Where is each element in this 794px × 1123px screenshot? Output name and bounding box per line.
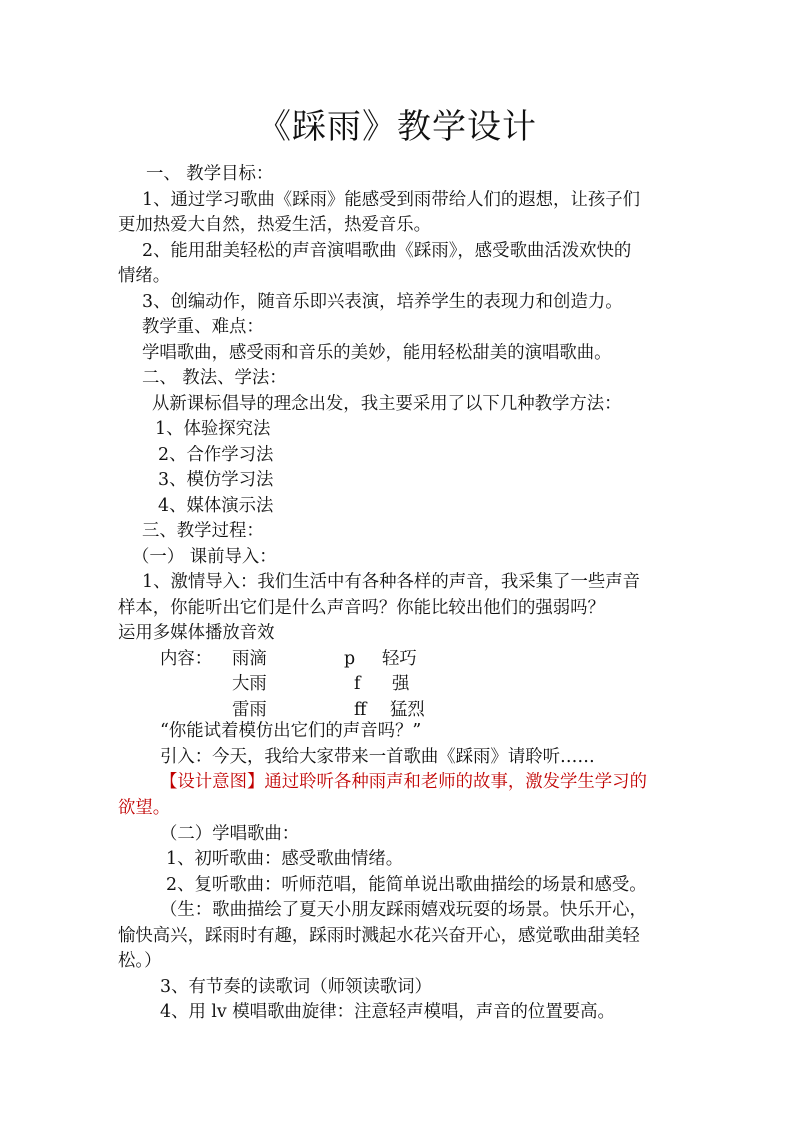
part2-heading: （二）学唱歌曲： (160, 824, 300, 844)
method-item: 3、模仿学习法 (158, 470, 274, 490)
method-item: 1、体验探究法 (155, 419, 271, 439)
step-item: 2、复听歌曲：听师范唱，能简单说出歌曲描绘的场景和感受。 (166, 875, 647, 895)
keypoints-heading: 教学重、难点： (142, 317, 264, 337)
sound-dynamic-mark: p (344, 649, 356, 669)
page-title: 《踩雨》教学设计 (257, 107, 537, 147)
step-item: 4、用 lv 模唱歌曲旋律：注意轻声模唱，声音的位置要高。 (160, 1002, 615, 1022)
part1-heading: （一） 课前导入： (132, 547, 277, 567)
part1-line2: 样本，你能听出它们是什么声音吗？你能比较出他们的强弱吗？ (118, 598, 605, 618)
sound-description: 轻巧 (382, 649, 417, 669)
design-intent-text: 通过聆听各种雨声和老师的故事，激发学生学习的 (264, 772, 647, 792)
design-intent-label: 【设计意图】 (160, 772, 265, 792)
goal3: 3、创编动作，随音乐即兴表演，培养学生的表现力和创造力。 (142, 292, 623, 312)
part1-line1: 1、激情导入：我们生活中有各种各样的声音，我采集了一些声音 (142, 572, 641, 592)
goal1-line1: 1、通过学习歌曲《踩雨》能感受到雨带给人们的遐想，让孩子们 (142, 190, 641, 210)
method-item: 4、媒体演示法 (158, 496, 274, 516)
section2-intro: 从新课标倡导的理念出发，我主要采用了以下几种教学方法： (152, 394, 622, 414)
sound-description: 猛烈 (390, 700, 425, 720)
goal2-line1: 2、能用甜美轻松的声音演唱歌曲《踩雨》，感受歌曲活泼欢快的 (142, 241, 632, 261)
sound-description: 强 (392, 674, 410, 694)
method-item: 2、合作学习法 (158, 445, 274, 465)
lead-in: 引入：今天，我给大家带来一首歌曲《踩雨》请聆听…… (160, 747, 595, 767)
section2-heading: 二、 教法、学法： (142, 368, 287, 388)
student-answer-line3: 松。） (118, 951, 162, 971)
section3-heading: 三、教学过程： (142, 521, 264, 541)
sound-name: 雷雨 (232, 700, 267, 720)
sound-dynamic-mark: ff (354, 700, 367, 720)
keypoints-text: 学唱歌曲，感受雨和音乐的美妙，能用轻松甜美的演唱歌曲。 (142, 343, 612, 363)
sound-name: 大雨 (232, 674, 267, 694)
goal2-line2: 情绪。 (118, 266, 171, 286)
design-intent-line2: 欲望。 (118, 798, 171, 818)
design-intent-line1 (160, 769, 647, 795)
goal1-line2: 更加热爱大自然，热爱生活，热爱音乐。 (118, 215, 432, 235)
step-item: 1、初听歌曲：感受歌曲情绪。 (166, 849, 404, 869)
imitation-quote: “你能试着模仿出它们的声音吗？” (160, 721, 422, 741)
section1-heading: 一、 教学目标： (146, 164, 274, 184)
part1-line3: 运用多媒体播放音效 (118, 623, 275, 643)
student-answer-line2: 愉快高兴，踩雨时有趣，踩雨时溅起水花兴奋开心，感觉歌曲甜美轻 (118, 926, 640, 946)
content-label: 内容： (160, 649, 213, 669)
student-answer-line1: （生：歌曲描绘了夏天小朋友踩雨嬉戏玩耍的场景。快乐开心， (160, 900, 647, 920)
step-item: 3、有节奏的读歌词（师领读歌词） (160, 977, 432, 997)
sound-name: 雨滴 (232, 649, 267, 669)
sound-dynamic-mark: f (354, 674, 361, 694)
